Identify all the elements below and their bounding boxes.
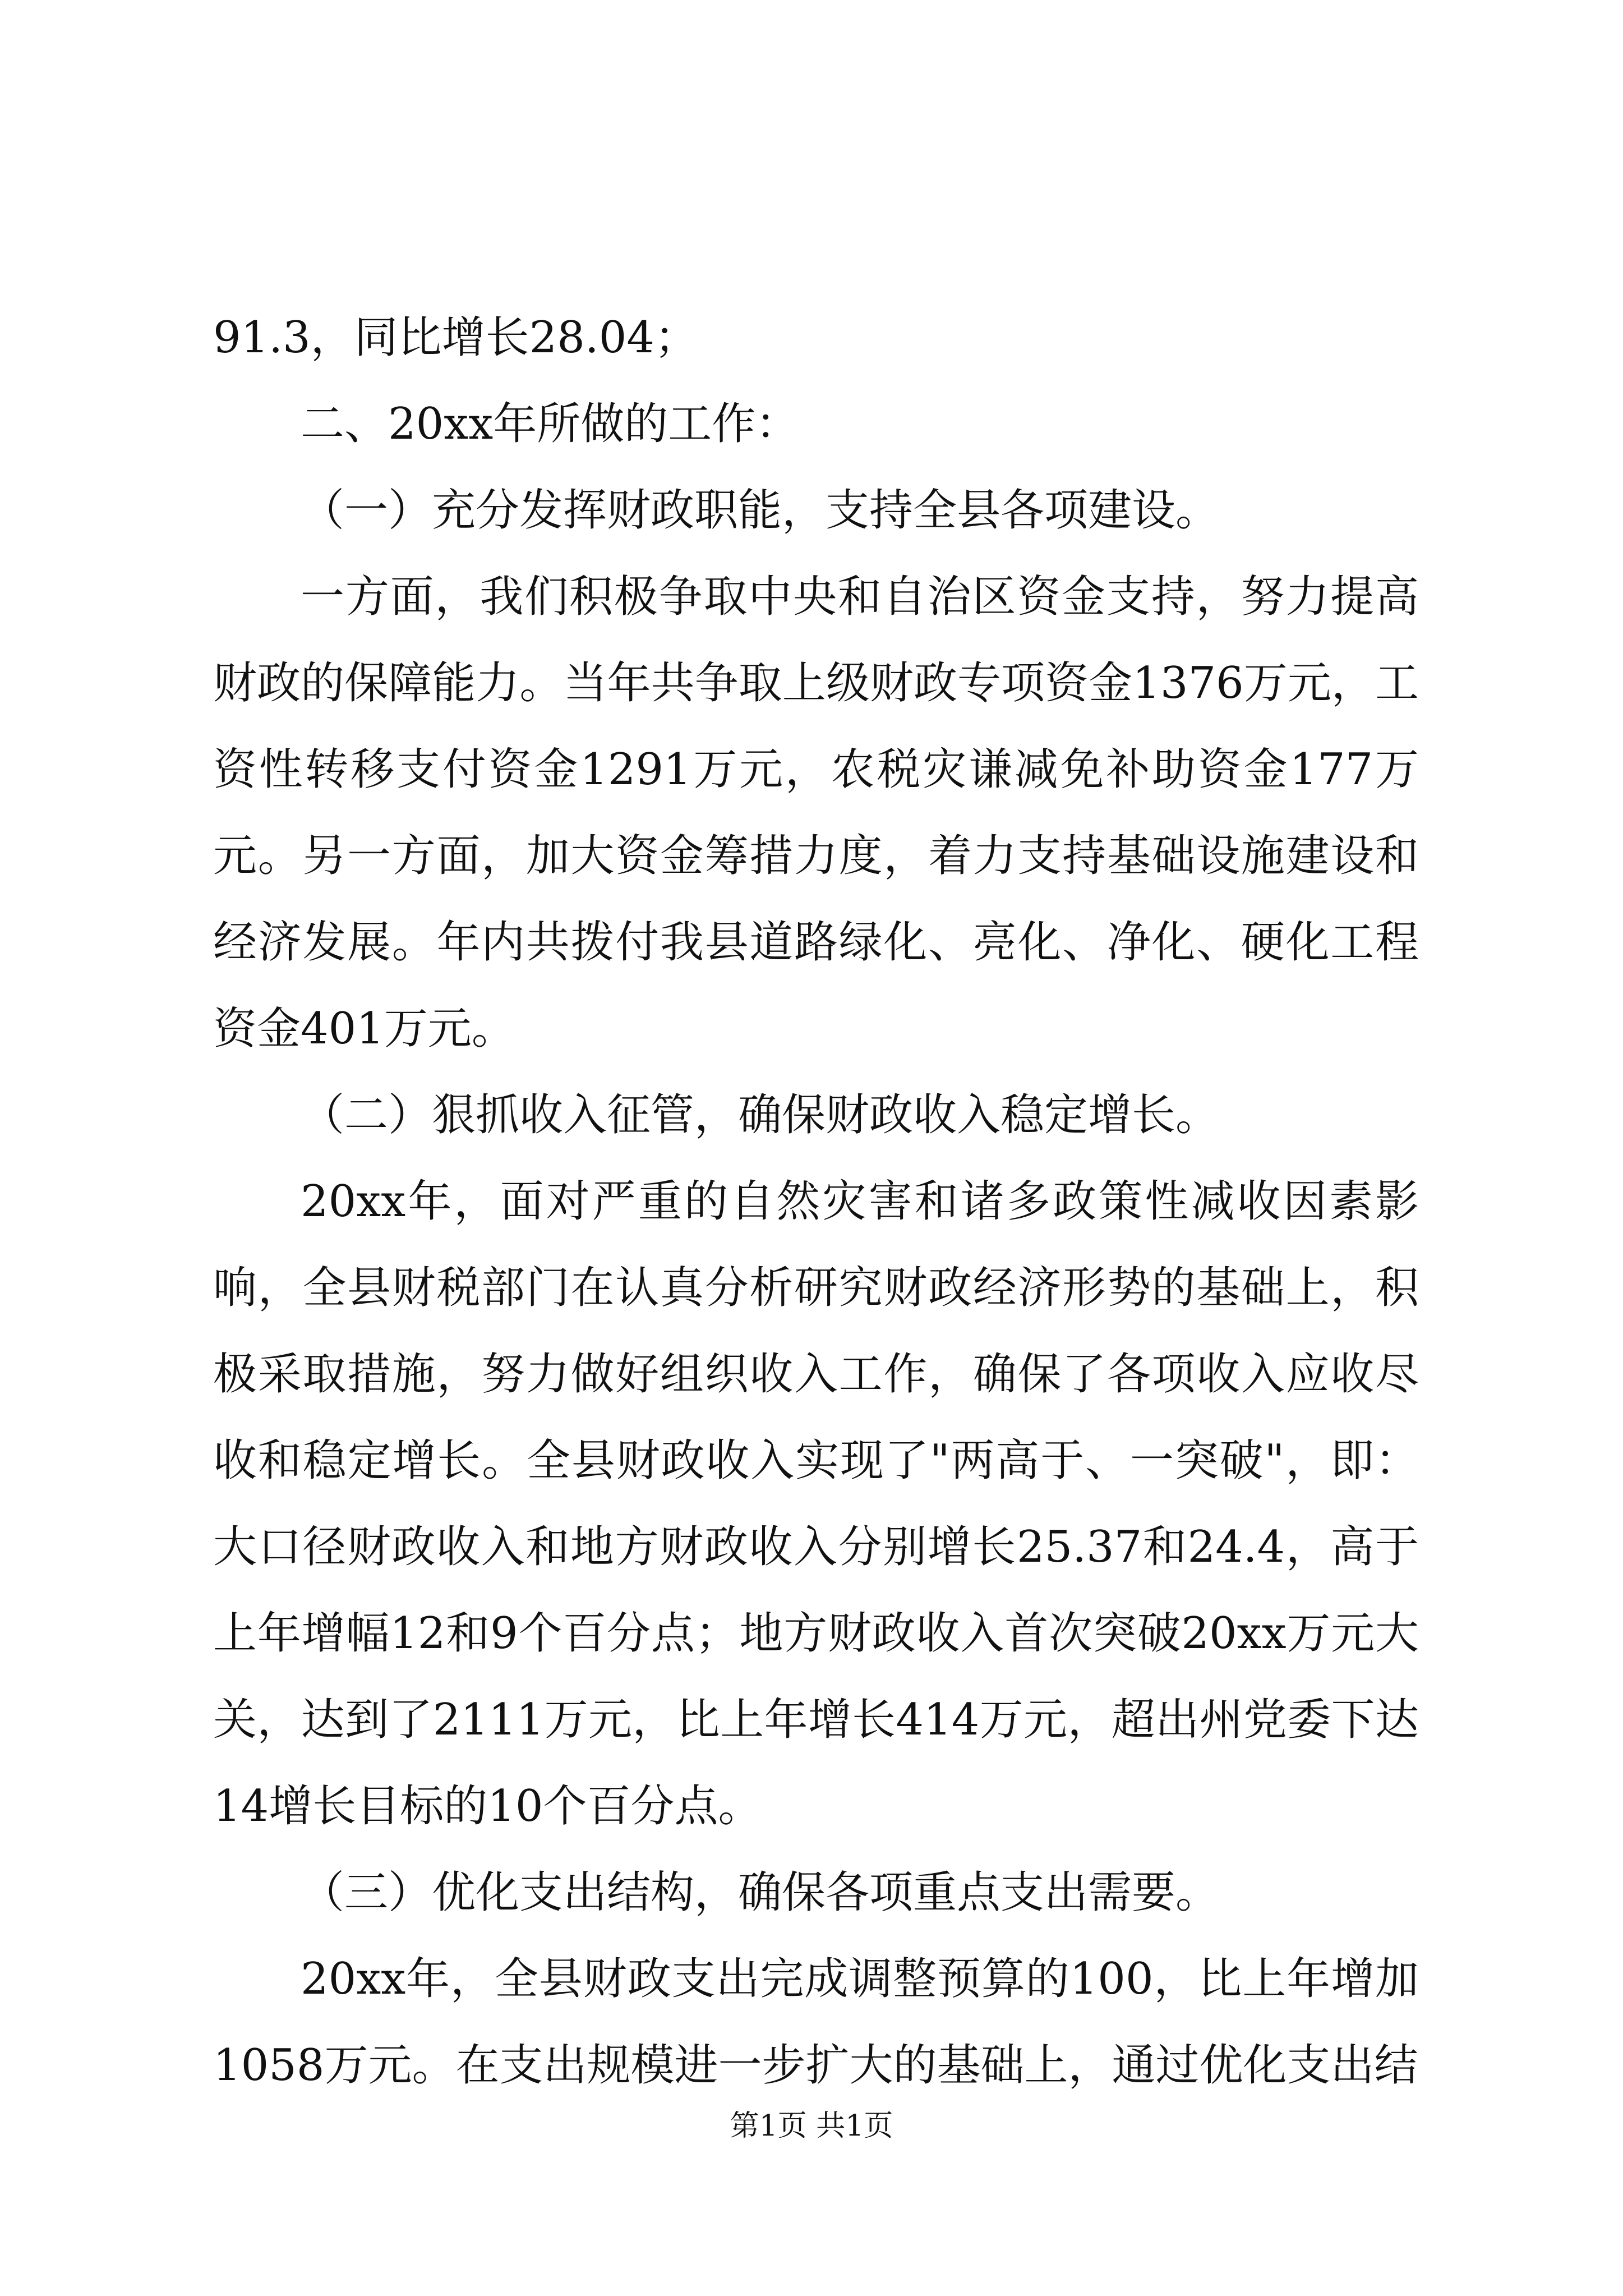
body-paragraph: 20xx年，全县财政支出完成调整预算的100，比上年增加1058万元。在支出规模进一步扩大的基础上，通过优化支出结 [213,1954,1419,2091]
page-footer [0,2106,1623,2146]
body-paragraph: 20xx年，面对严重的自然灾害和诸多政策性减收因素影响，全县财税部门在认真分析研究财政经济形势的基础上，积极采取措施，努力做好组织收入工作，确保了各项收入应收尽收和稳定增长。全县财政收入实现了"两高于、一突破"，即：大口径财政收入和地方财政收入分别增长25.37和24.4，高于上年增幅12和9个百分点；地方财政收入首次突破20xx万元大关，达到了2111万元，比上年增长414万元，超出州党委下达14增长目标的10个百分点。 [213,1176,1419,1832]
body-paragraph: 一方面，我们积极争取中央和自治区资金支持，努力提高财政的保障能力。当年共争取上级财政专项资金1376万元，工资性转移支付资金1291万元，农税灾谦减免补助资金177万元。另一方面，加大资金筹措力度，着力支持基础设施建设和经济发展。年内共拨付我县道路绿化、亮化、净化、硬化工程资金401万元。 [213,572,1419,1054]
paragraph-continuation: 91.3，同比增长28.04； [213,312,698,363]
document-body [213,295,1419,2109]
subsection-heading: （三）优化支出结构，确保各项重点支出需要。 [301,1867,1220,1918]
subsection-heading: （一）充分发挥财政职能，支持全县各项建设。 [301,485,1220,536]
subsection-heading: （二）狠抓收入征管，确保财政收入稳定增长。 [301,1090,1220,1140]
page-number: 第1页 共1页 [730,2109,893,2143]
section-heading: 二、20xx年所做的工作： [301,399,800,449]
